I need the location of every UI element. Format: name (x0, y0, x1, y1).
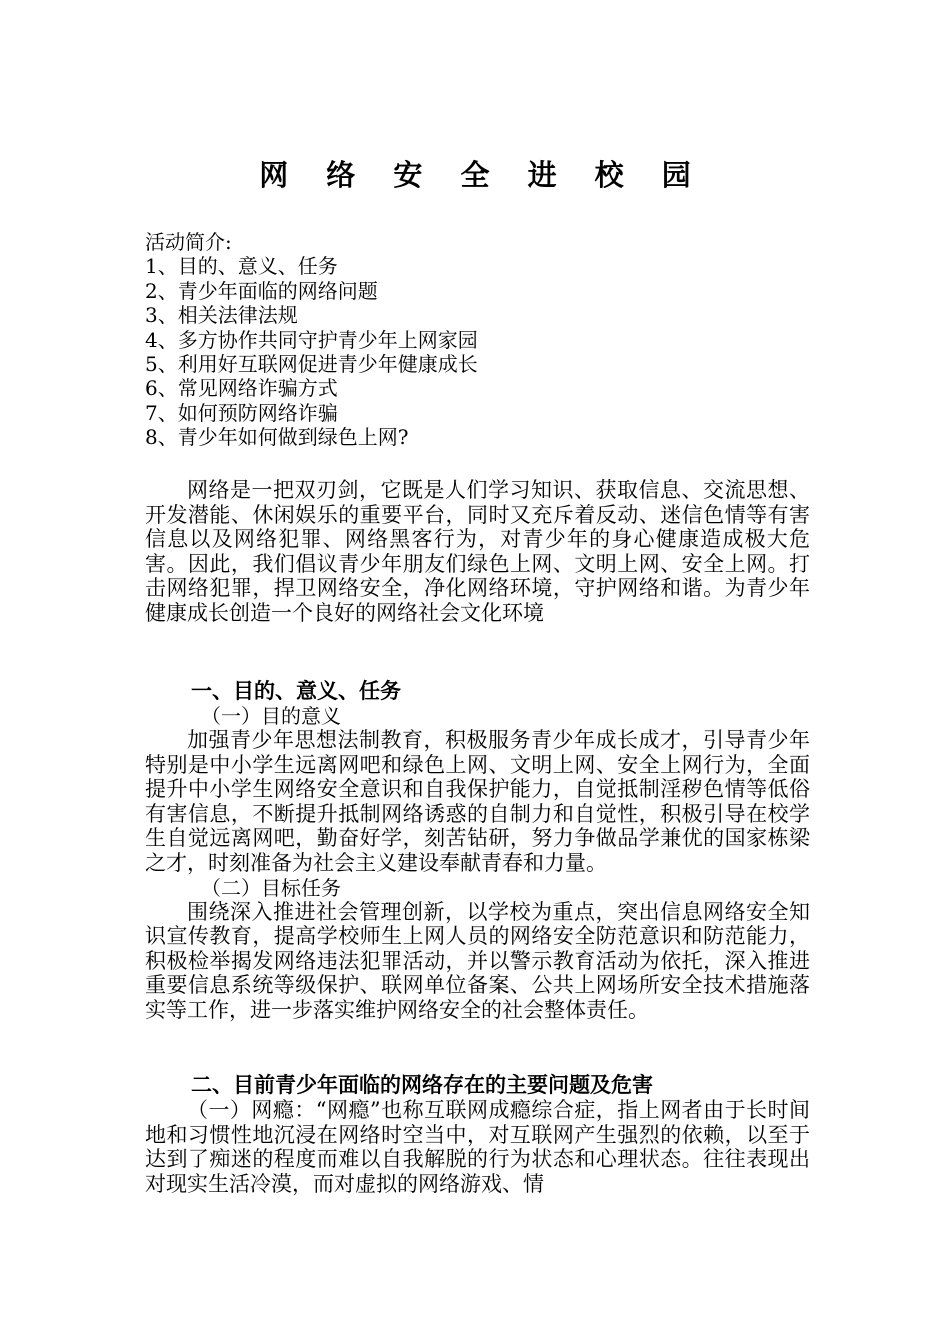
subsection-heading: （二）目标任务 (201, 875, 341, 900)
body-paragraph: 围绕深入推进社会管理创新，以学校为重点，突出信息网络安全知识宣传教育，提高学校师生上网人员的网络安全防范意识和防范能力，积极检举揭发网络违法犯罪活动，并以警示教育活动为依托，深入推进重要信息系统等级保护、联网单位备案、公共上网场所安全技术措施落实等工作，进一步落实维护网络安全的社会整体责任。 (145, 899, 810, 1022)
list-item: 2、青少年面临的网络问题 (145, 278, 378, 303)
section-heading: 二、目前青少年面临的网络存在的主要问题及危害 (191, 1073, 653, 1097)
list-item: 4、多方协作共同守护青少年上网家园 (145, 327, 478, 352)
body-paragraph: （一）网瘾：“网瘾”也称互联网成瘾综合症，指上网者由于长时间地和习惯性地沉浸在网络时空当中，对互联网产生强烈的依赖，以至于达到了痴迷的程度而难以自我解脱的行为状态和心理状态。往往表现出对现实生活冷漠，而对虚拟的网络游戏、情 (145, 1098, 810, 1196)
section-two (145, 1072, 810, 1196)
preface-block (145, 478, 810, 626)
list-item: 6、常见网络诈骗方式 (145, 376, 338, 401)
section-one (145, 678, 810, 1023)
list-item: 5、利用好互联网促进青少年健康成长 (145, 351, 478, 376)
list-item: 1、目的、意义、任务 (145, 254, 338, 279)
intro-label: 活动简介: (145, 230, 232, 254)
section-heading: 一、目的、意义、任务 (191, 679, 401, 703)
body-paragraph: 加强青少年思想法制教育，积极服务青少年成长成才，引导青少年特别是中小学生远离网吧和绿色上网、文明上网、安全上网行为，全面提升中小学生网络安全意识和自我保护能力，自觉抵制淫秽色情等低俗有害信息，不断提升抵制网络诱惑的自制力和自觉性，积极引导在校学生自觉远离网吧，勤奋好学，刻苦钻研，努力争做品学兼优的国家栋梁之才，时刻准备为社会主义建设奉献青春和力量。 (145, 728, 810, 875)
intro-list (145, 230, 810, 450)
list-item: 8、青少年如何做到绿色上网? (145, 425, 409, 450)
list-item: 3、相关法律法规 (145, 303, 298, 328)
subsection-heading: （一）目的意义 (201, 704, 341, 728)
preface-paragraph: 网络是一把双刃剑，它既是人们学习知识、获取信息、交流思想、开发潜能、休闲娱乐的重要平台，同时又充斥着反动、迷信色情等有害信息以及网络犯罪、网络黑客行为，对青少年的身心健康造成极大危害。因此，我们倡议青少年朋友们绿色上网、文明上网、安全上网。打击网络犯罪，捍卫网络安全，净化网络环境，守护网络和谐。为青少年健康成长创造一个良好的网络社会文化环境 (145, 478, 810, 625)
page-title: 网 络 安 全 进 校 园 (259, 158, 705, 192)
list-item: 7、如何预防网络诈骗 (145, 400, 338, 425)
